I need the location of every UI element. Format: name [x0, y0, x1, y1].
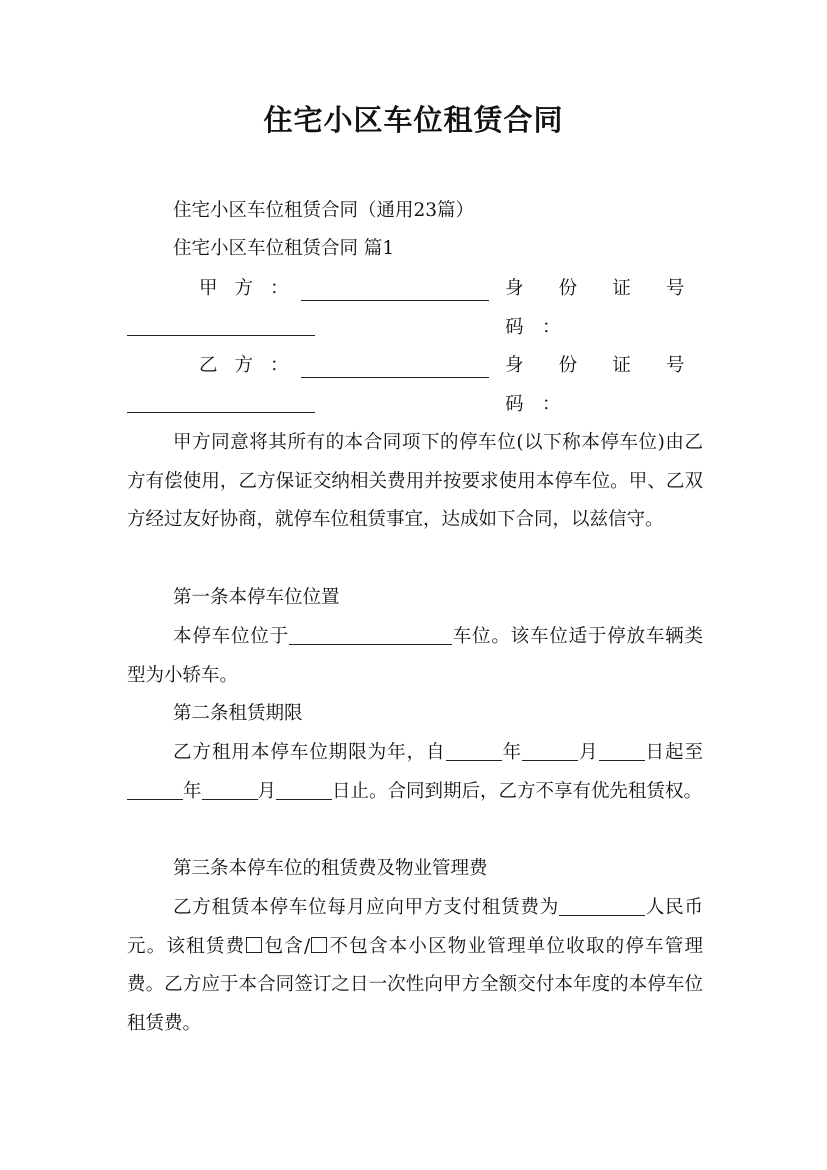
section-heading: 住宅小区车位租赁合同 篇1: [173, 238, 395, 259]
article2-month2: 月: [257, 780, 277, 802]
party-a-name-blank: [301, 300, 489, 301]
article2-part1: 乙方租用本停车位期限为年，自: [173, 742, 446, 763]
party-b-id-blank: [127, 412, 315, 413]
end-day-blank: [276, 780, 332, 800]
article2-year2: 年: [183, 780, 202, 802]
start-month-blank: [522, 742, 578, 762]
article2-part2: 日起至: [644, 742, 703, 763]
article3-opt1: 包含/: [263, 935, 311, 957]
end-month-blank: [202, 780, 258, 800]
start-year-blank: [446, 742, 502, 762]
article2-year1: 年: [501, 742, 523, 763]
article1-heading: 第一条本停车位位置: [173, 587, 340, 608]
start-day-blank: [599, 742, 645, 762]
end-year-blank: [127, 780, 183, 800]
article1-text-before: 本停车位位于: [173, 626, 289, 647]
article1-text-after: 车位。该车位适于停放车辆类型为小轿车。: [127, 626, 703, 686]
article2-part3: 日止。合同到期后，乙方不享有优先租赁权。: [332, 780, 703, 802]
exclude-checkbox: [311, 937, 327, 953]
article1-paragraph: [127, 618, 703, 695]
article3-paragraph: [127, 889, 703, 1043]
party-b-label: 乙方：: [199, 355, 306, 376]
preamble-paragraph: 甲方同意将其所有的本合同项下的停车位(以下称本停车位)由乙方有偿使用，乙方保证交纳相关费用并按要求使用本停车位。甲、乙双方经过友好协商，就停车位租赁事宜，达成如下合同，以兹信守。: [127, 432, 703, 530]
article1-location-blank: [289, 626, 452, 646]
article3-opt2: 不包含本小区物业管理单位收取的停车管理费。乙方应于本合同签订之日一次性向甲方全额交付本年度的本停车位租赁费。: [127, 935, 703, 1034]
party-b-line: [127, 347, 703, 415]
party-a-line: [127, 270, 703, 338]
article3-part2: 人民币元。该租赁费: [127, 897, 703, 957]
article2-heading: 第二条租赁期限: [173, 703, 303, 724]
party-a-id-label: 身份证号码：: [505, 278, 703, 338]
rent-amount-blank: [559, 897, 645, 917]
article3-part1: 乙方租赁本停车位每月应向甲方支付租赁费为: [173, 897, 560, 918]
document-subtitle: 住宅小区车位租赁合同（通用23篇）: [173, 200, 475, 221]
party-b-id-label: 身份证号码：: [505, 355, 703, 415]
article2-paragraph: [127, 734, 703, 811]
party-b-name-blank: [301, 377, 489, 378]
document-title: 住宅小区车位租赁合同: [263, 103, 564, 137]
article3-heading: 第三条本停车位的租赁费及物业管理费: [173, 858, 488, 879]
party-a-label: 甲方：: [199, 278, 306, 299]
include-checkbox: [246, 937, 262, 953]
article2-month1: 月: [578, 742, 599, 763]
party-a-id-blank: [127, 335, 315, 336]
